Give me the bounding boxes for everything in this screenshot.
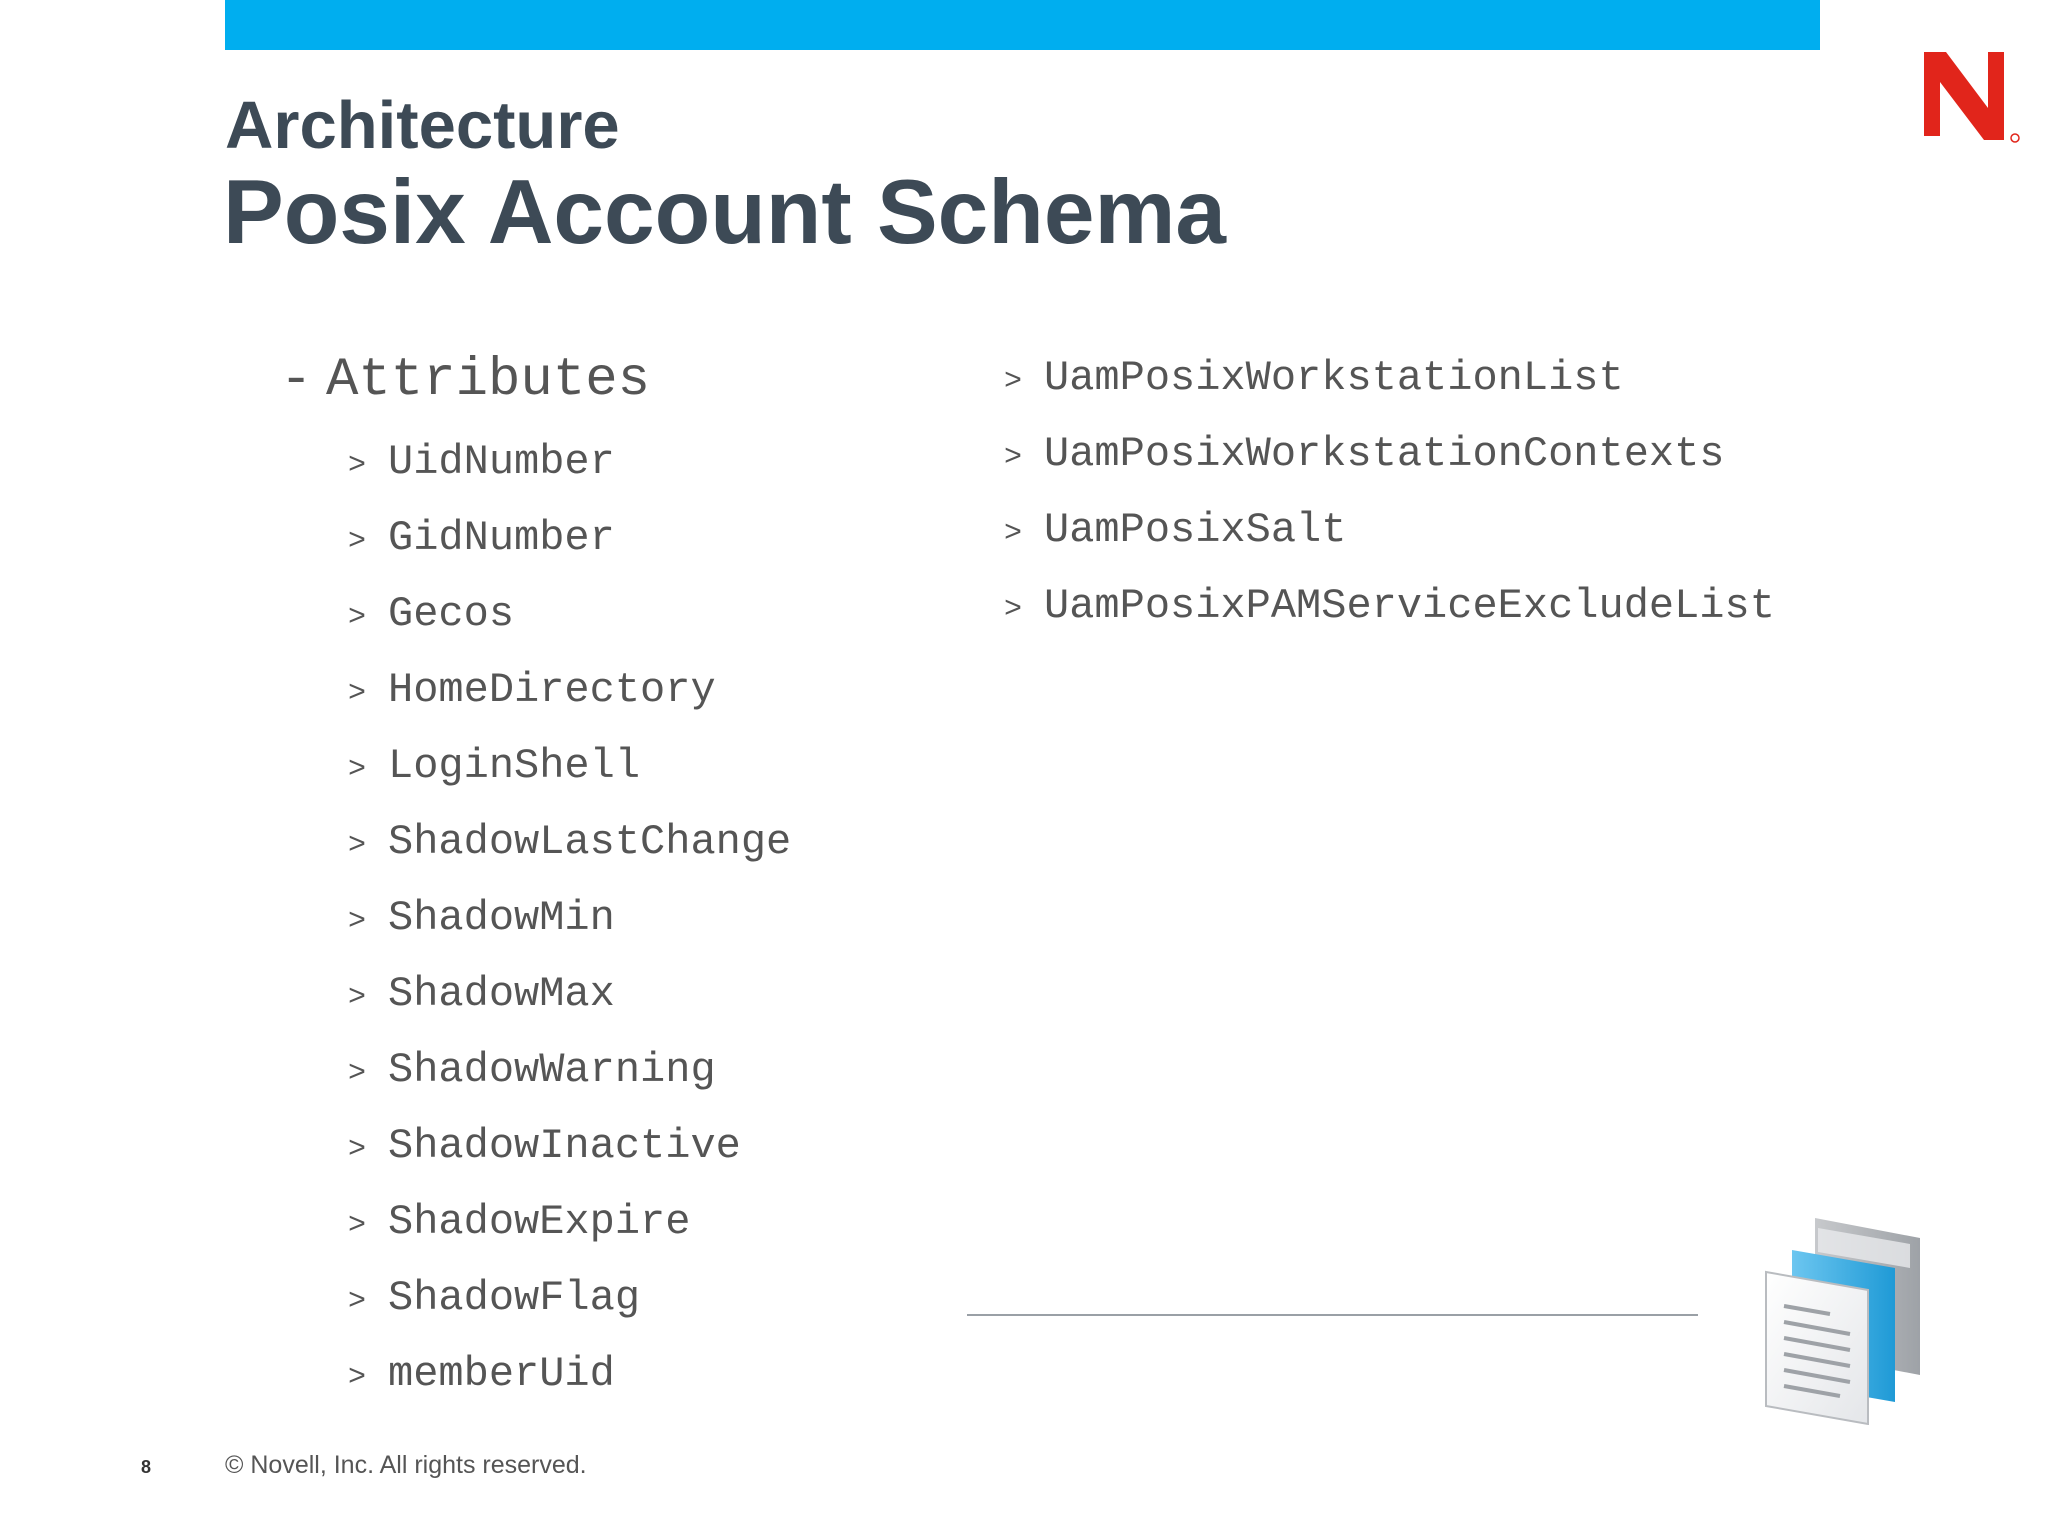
attribute-name: ShadowMin <box>388 894 615 942</box>
list-item <box>348 1108 791 1184</box>
attribute-name: ShadowInactive <box>388 1122 741 1170</box>
list-item <box>348 424 791 500</box>
bullet-chevron-icon: > <box>1004 365 1023 399</box>
list-item <box>348 1336 791 1412</box>
bullet-chevron-icon: > <box>348 1285 367 1319</box>
page-number: 8 <box>141 1457 152 1477</box>
bullet-chevron-icon: > <box>348 753 367 787</box>
attributes-heading <box>280 346 650 416</box>
list-item <box>348 1184 791 1260</box>
list-item <box>348 1260 791 1336</box>
list-item <box>348 576 791 652</box>
attribute-name: ShadowFlag <box>388 1274 641 1322</box>
bullet-chevron-icon: > <box>348 829 367 863</box>
attribute-name: UamPosixWorkstationContexts <box>1044 430 1725 478</box>
attribute-name: LoginShell <box>388 742 641 790</box>
heading-dash: - <box>280 350 313 411</box>
bullet-chevron-icon: > <box>348 525 367 559</box>
list-item <box>348 728 791 804</box>
bullet-chevron-icon: > <box>348 677 367 711</box>
bullet-chevron-icon: > <box>348 1057 367 1091</box>
list-item <box>348 1032 791 1108</box>
bullet-chevron-icon: > <box>348 981 367 1015</box>
attribute-name: HomeDirectory <box>388 666 716 714</box>
list-item <box>1004 492 1775 568</box>
list-item <box>348 880 791 956</box>
attribute-name: UidNumber <box>388 438 615 486</box>
bullet-chevron-icon: > <box>348 449 367 483</box>
attribute-list-left <box>348 424 791 1412</box>
list-item <box>348 804 791 880</box>
attribute-name: memberUid <box>388 1350 615 1398</box>
slide-subtitle: Architecture <box>225 88 620 163</box>
list-item <box>1004 568 1775 644</box>
list-item <box>348 956 791 1032</box>
attribute-name: ShadowMax <box>388 970 615 1018</box>
heading-label: Attributes <box>326 350 651 411</box>
bullet-chevron-icon: > <box>348 905 367 939</box>
attribute-name: UamPosixPAMServiceExcludeList <box>1044 582 1775 630</box>
slide-title: Posix Account Schema <box>223 162 1226 263</box>
bullet-chevron-icon: > <box>348 601 367 635</box>
list-item <box>1004 416 1775 492</box>
bullet-chevron-icon: > <box>1004 593 1023 627</box>
attribute-name: ShadowWarning <box>388 1046 716 1094</box>
bullet-chevron-icon: > <box>348 1361 367 1395</box>
bullet-chevron-icon: > <box>348 1209 367 1243</box>
accent-bar <box>225 0 1820 50</box>
attribute-name: GidNumber <box>388 514 615 562</box>
list-item <box>1004 340 1775 416</box>
attribute-name: UamPosixSalt <box>1044 506 1347 554</box>
documents-icon <box>1760 1210 1935 1425</box>
attribute-name: UamPosixWorkstationList <box>1044 354 1624 402</box>
novell-logo-icon <box>1922 46 2022 146</box>
attribute-name: ShadowLastChange <box>388 818 792 866</box>
attribute-name: Gecos <box>388 590 515 638</box>
attribute-list-right <box>1004 340 1775 644</box>
list-item <box>348 500 791 576</box>
attribute-name: ShadowExpire <box>388 1198 691 1246</box>
divider-line <box>967 1314 1698 1316</box>
list-item <box>348 652 791 728</box>
bullet-chevron-icon: > <box>348 1133 367 1167</box>
copyright-notice: © Novell, Inc. All rights reserved. <box>225 1451 587 1479</box>
bullet-chevron-icon: > <box>1004 441 1023 475</box>
bullet-chevron-icon: > <box>1004 517 1023 551</box>
